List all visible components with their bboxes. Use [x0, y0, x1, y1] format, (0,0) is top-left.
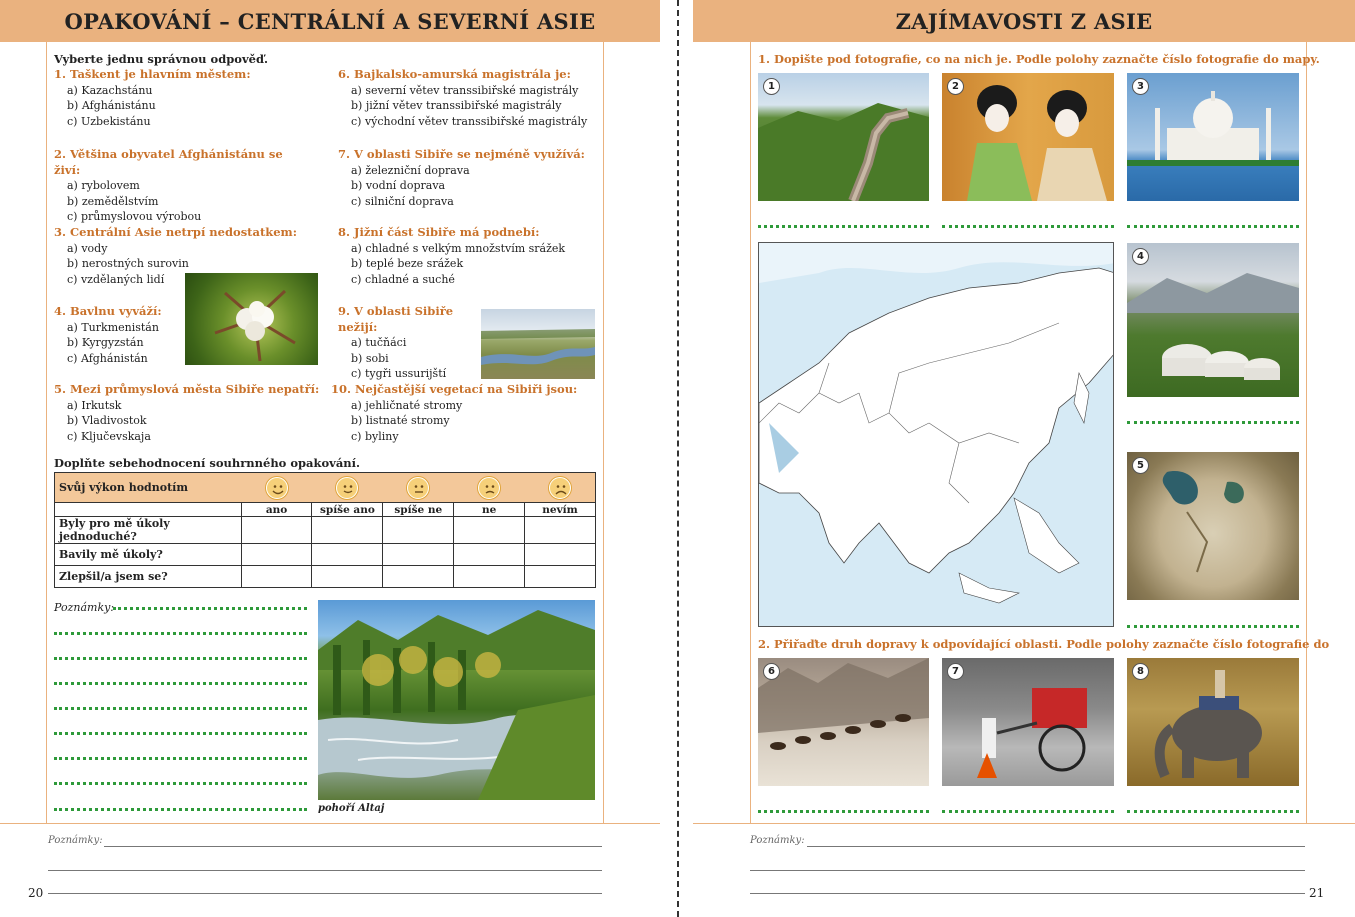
footer-notes-line[interactable] [807, 846, 1305, 847]
taj-mahal-illustration [1127, 73, 1299, 201]
answer-dotted-line[interactable] [942, 810, 1114, 813]
answer-dotted-line[interactable] [1127, 421, 1299, 424]
photo-number: 6 [763, 663, 780, 680]
question-10 [331, 382, 601, 444]
smiley-happy-icon [312, 473, 383, 503]
option[interactable]: b) nerostných surovin [67, 257, 189, 270]
option[interactable]: a) tučňáci [351, 336, 407, 349]
instruction: Vyberte jednu správnou odpověď. [54, 52, 269, 66]
notes-label: Poznámky: [54, 601, 115, 614]
left-header [0, 0, 660, 42]
left-page [0, 0, 672, 917]
smiley-very-sad-icon [525, 473, 596, 503]
footer-notes-label: Poznámky: [48, 835, 103, 846]
question-2 [54, 147, 304, 225]
left-page-title: OPAKOVÁNÍ – CENTRÁLNÍ A SEVERNÍ ASIE [64, 8, 596, 34]
question-9 [338, 304, 483, 382]
question-7 [338, 147, 598, 209]
photo-7 [942, 658, 1114, 786]
footer-notes-line[interactable] [48, 870, 602, 871]
answer-dotted-line[interactable] [758, 810, 929, 813]
smiley-very-happy-icon [241, 473, 312, 503]
row-label: Byly pro mě úkoly jednoduché? [55, 517, 242, 544]
option[interactable]: b) listnaté stromy [351, 414, 450, 427]
option[interactable]: a) Turkmenistán [67, 320, 159, 334]
notes-dotted-line[interactable] [54, 732, 307, 735]
question-title: 3. Centrální Asie netrpí nedostatkem: [54, 225, 297, 239]
question-title: 4. Bavlnu vyváží: [54, 304, 162, 318]
photo-5 [1127, 452, 1299, 600]
self-eval-instruction: Doplňte sebehodnocení souhrnného opakování. [54, 456, 361, 470]
option[interactable]: b) Afghánistánu [67, 99, 156, 112]
option[interactable]: c) Afghánistán [67, 351, 148, 365]
notes-dotted-line[interactable] [54, 657, 307, 660]
notes-dotted-line[interactable] [54, 782, 307, 785]
altai-photo [318, 600, 595, 800]
column-header: spíše ne [383, 503, 454, 517]
footer-divider [693, 823, 1355, 824]
option[interactable]: c) chladné a suché [351, 272, 455, 286]
option[interactable]: c) tygři ussurijští [351, 367, 447, 380]
column-header: ano [241, 503, 312, 517]
asia-map-illustration [759, 243, 1114, 627]
option[interactable]: a) Kazachstánu [67, 83, 153, 97]
footer-notes-line[interactable] [48, 893, 602, 894]
row-label: Zlepšil/a jsem se? [55, 566, 242, 588]
notes-dotted-line[interactable] [54, 808, 307, 811]
option[interactable]: c) Uzbekistánu [67, 114, 151, 128]
photo-number: 4 [1132, 248, 1149, 265]
page-number: 20 [28, 886, 44, 900]
option[interactable]: a) Irkutsk [67, 398, 122, 412]
question-title: 9. V oblasti Sibiře nežijí: [338, 304, 454, 334]
photo-1 [758, 73, 929, 201]
question-4 [54, 304, 204, 366]
yurts-illustration [1127, 243, 1299, 397]
notes-dotted-line[interactable] [54, 682, 307, 685]
altai-illustration [318, 600, 595, 800]
option[interactable]: a) vody [67, 241, 108, 255]
question-title: 7. V oblasti Sibiře se nejméně využívá: [338, 147, 585, 161]
table-cell[interactable] [383, 544, 454, 566]
option[interactable]: a) jehličnaté stromy [351, 398, 463, 412]
siberia-river-photo [481, 309, 595, 379]
footer-divider [0, 823, 660, 824]
option[interactable]: a) chladné s velkým množstvím srážek [351, 241, 566, 255]
smiley-neutral-icon [383, 473, 454, 503]
option[interactable]: a) rybolovem [67, 179, 140, 192]
altai-caption: pohoří Altaj [318, 803, 385, 814]
photo-number: 1 [763, 78, 780, 95]
table-cell[interactable] [525, 517, 596, 544]
great-wall-illustration [758, 73, 929, 201]
answer-dotted-line[interactable] [1127, 225, 1299, 228]
column-header: spíše ano [312, 503, 383, 517]
column-header: ne [454, 503, 525, 517]
question-title: 6. Bajkalsko-amurská magistrála je: [338, 67, 571, 81]
option[interactable]: a) železniční doprava [351, 163, 470, 177]
option[interactable]: b) Vladivostok [67, 414, 147, 427]
photo-number: 7 [947, 663, 964, 680]
table-cell[interactable] [312, 544, 383, 566]
table-cell[interactable] [525, 566, 596, 588]
self-eval-table [54, 472, 596, 588]
question-title: 2. Většina obyvatel Afghánistánu se živí: [54, 147, 283, 177]
table-cell[interactable] [312, 517, 383, 544]
elephant-illustration [1127, 658, 1299, 786]
option[interactable]: a) severní větev transsibiřské magistrály [351, 83, 579, 97]
table-row [55, 566, 596, 588]
option[interactable]: b) vodní doprava [351, 179, 446, 192]
geisha-illustration [942, 73, 1114, 201]
table-cell[interactable] [241, 517, 312, 544]
option[interactable]: c) vzdělaných lidí [67, 272, 165, 286]
footer-notes-label: Poznámky: [750, 835, 805, 846]
question-title: 10. Nejčastější vegetací na Sibiři jsou: [331, 382, 578, 396]
table-cell[interactable] [454, 517, 525, 544]
option[interactable]: b) teplé beze srážek [351, 257, 464, 270]
right-page-title: ZAJÍMAVOSTI Z ASIE [895, 8, 1153, 34]
photo-number: 2 [947, 78, 964, 95]
footer-notes-line[interactable] [104, 846, 602, 847]
option[interactable]: c) východní větev transsibiřské magistrály [351, 114, 588, 128]
task-2-instruction: 2. Přiřaďte druh dopravy k odpovídající oblasti. Podle polohy zaznačte číslo fotografie do [758, 637, 1330, 651]
table-cell[interactable] [383, 517, 454, 544]
table-cell[interactable] [241, 566, 312, 588]
answer-dotted-line[interactable] [758, 225, 929, 228]
photo-number: 3 [1132, 78, 1149, 95]
page-number: 21 [1309, 886, 1325, 900]
photo-4 [1127, 243, 1299, 397]
footer-notes-line[interactable] [750, 870, 1305, 871]
question-title: 8. Jižní část Sibiře má podnebí: [338, 225, 540, 239]
option[interactable]: c) průmyslovou výrobou [67, 210, 202, 223]
answer-dotted-line[interactable] [1127, 810, 1299, 813]
question-5 [54, 382, 324, 444]
table-columns-row [55, 503, 596, 517]
question-1 [54, 67, 304, 129]
option[interactable]: c) silniční doprava [351, 194, 454, 208]
notes-dotted-line[interactable] [54, 757, 307, 760]
table-cell[interactable] [454, 566, 525, 588]
row-label: Bavily mě úkoly? [55, 544, 242, 566]
answer-dotted-line[interactable] [942, 225, 1114, 228]
aral-sea-illustration [1127, 452, 1299, 600]
table-cell[interactable] [312, 566, 383, 588]
river-illustration [481, 309, 595, 379]
notes-dotted-line[interactable] [54, 707, 307, 710]
table-header-label: Svůj výkon hodnotím [55, 473, 242, 503]
smiley-sad-icon [454, 473, 525, 503]
option[interactable]: c) byliny [351, 429, 399, 443]
photo-2 [942, 73, 1114, 201]
cotton-photo [185, 273, 318, 365]
right-page [683, 0, 1355, 917]
photo-8 [1127, 658, 1299, 786]
camels-illustration [758, 658, 929, 786]
table-corner [55, 503, 242, 517]
option[interactable]: b) Kyrgyzstán [67, 336, 144, 349]
right-header [693, 0, 1355, 42]
rickshaw-illustration [942, 658, 1114, 786]
photo-number: 8 [1132, 663, 1149, 680]
option[interactable]: b) sobi [351, 351, 389, 365]
photo-number: 5 [1132, 457, 1149, 474]
photo-3 [1127, 73, 1299, 201]
notes-dotted-line[interactable] [113, 607, 307, 610]
question-title: 1. Taškent je hlavním městem: [54, 67, 251, 81]
option[interactable]: b) zemědělstvím [67, 194, 159, 208]
table-row [55, 544, 596, 566]
table-cell[interactable] [383, 566, 454, 588]
answer-dotted-line[interactable] [1127, 625, 1299, 628]
photo-6 [758, 658, 929, 786]
table-cell[interactable] [454, 544, 525, 566]
page-gutter [677, 0, 679, 917]
table-header-row [55, 473, 596, 503]
table-cell[interactable] [241, 544, 312, 566]
table-cell[interactable] [525, 544, 596, 566]
asia-map[interactable] [758, 242, 1114, 627]
footer-notes-line[interactable] [750, 893, 1305, 894]
question-8 [338, 225, 598, 287]
task-1-instruction: 1. Dopište pod fotografie, co na nich je. Podle polohy zaznačte číslo fotografie do mapy. [758, 52, 1320, 66]
option[interactable]: c) Ključevskaja [67, 429, 151, 443]
question-6 [338, 67, 598, 129]
option[interactable]: b) jižní větev transsibiřské magistrály [351, 99, 562, 112]
cotton-illustration [185, 273, 318, 365]
column-header: nevím [525, 503, 596, 517]
question-title: 5. Mezi průmyslová města Sibiře nepatří: [54, 382, 320, 396]
notes-dotted-line[interactable] [54, 632, 307, 635]
table-row [55, 517, 596, 544]
